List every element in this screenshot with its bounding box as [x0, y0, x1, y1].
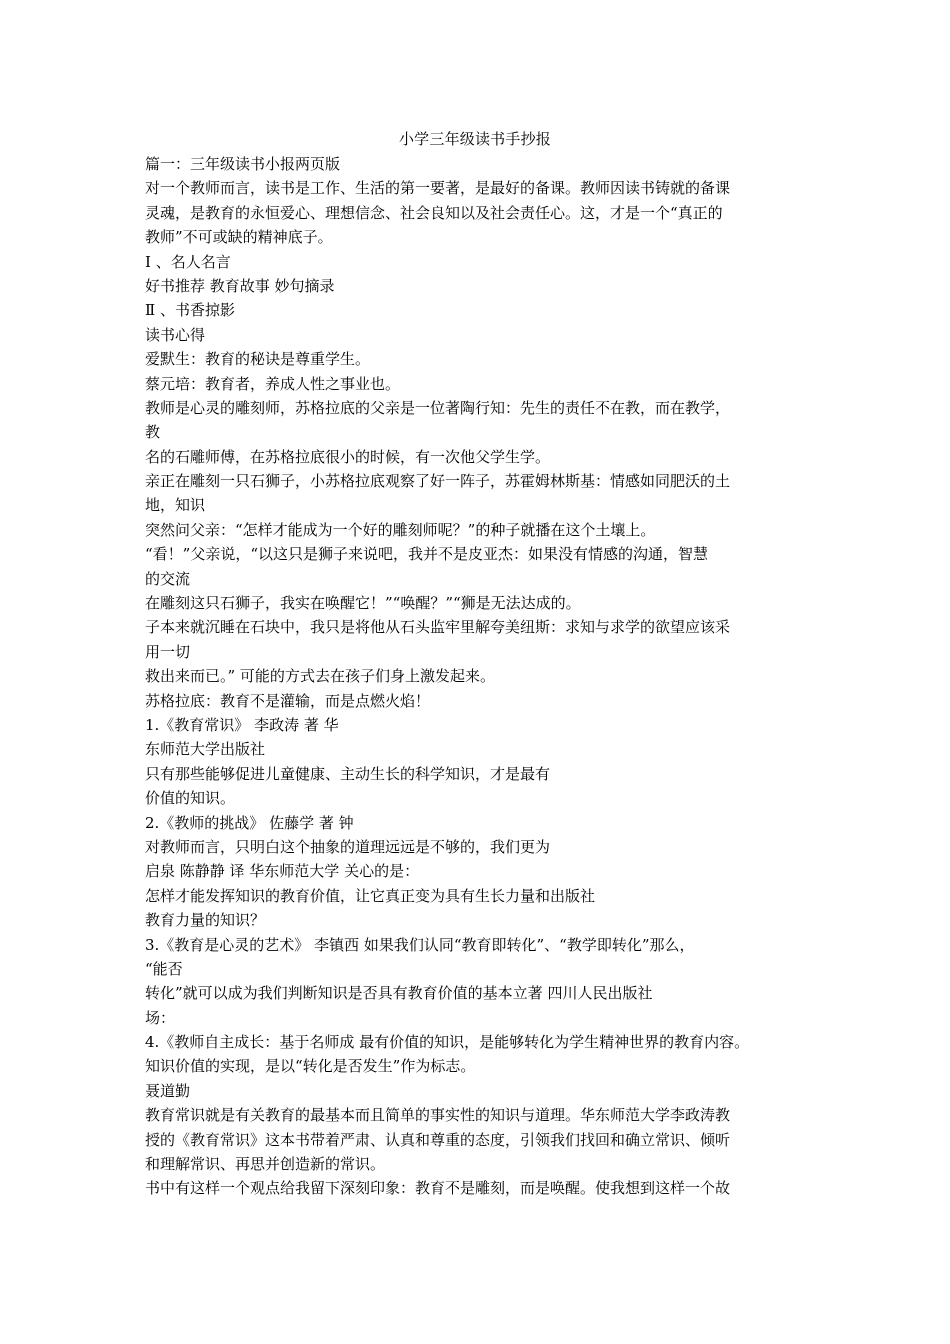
text-line: 对一个教师而言，读书是工作、生活的第一要著，是最好的备课。教师因读书铸就的备课 [145, 179, 731, 198]
text-line: Ⅱ 、书香掠影 [145, 301, 235, 320]
text-line: 地，知识 [145, 496, 206, 515]
text-line: 转化”就可以成为我们判断知识是否具有教育价值的基本立著 四川人民出版社 [145, 984, 653, 1003]
text-line: 聂道勤 [145, 1081, 191, 1100]
text-line: 场： [145, 1008, 176, 1027]
text-line: 在雕刻这只石狮子，我实在唤醒它！”“唤醒？”“狮是无法达成的。 [145, 594, 581, 613]
text-line: 爱默生：教育的秘诀是尊重学生。 [145, 350, 371, 369]
text-line: 4.《教师自主成长：基于名师成 最有价值的知识，是能够转化为学生精神世界的教育内容。 [145, 1033, 750, 1052]
text-line: 教师是心灵的雕刻师，苏格拉底的父亲是一位著陶行知：先生的责任不在教，而在教学， [145, 398, 731, 417]
text-line: 教育常识就是有关教育的最基本而且简单的事实性的知识与道理。华东师范大学李政涛教 [145, 1106, 731, 1125]
text-line: 救出来而已。” 可能的方式去在孩子们身上激发起来。 [145, 667, 495, 686]
text-line: 教育力量的知识？ [145, 911, 266, 930]
text-line: 突然问父亲：“怎样才能成为一个好的雕刻师呢？”的种子就播在这个土壤上。 [145, 520, 656, 539]
text-line: 3.《教育是心灵的艺术》 李镇西 如果我们认同“教育即转化”、“教学即转化”那么， [145, 935, 695, 954]
text-line: 好书推荐 教育故事 妙句摘录 [145, 276, 335, 295]
text-line: 怎样才能发挥知识的教育价值，让它真正变为具有生长力量和出版社 [145, 886, 596, 905]
text-line: 知识价值的实现，是以“转化是否发生”作为标志。 [145, 1057, 476, 1076]
text-line: 授的《教育常识》这本书带着严肃、认真和尊重的态度，引领我们找回和确立常识、倾听 [145, 1130, 731, 1149]
text-line: 对教师而言，只明白这个抽象的道理远远是不够的，我们更为 [145, 837, 551, 856]
text-line: 2.《教师的挑战》 佐藤学 著 钟 [145, 813, 354, 832]
text-line: “能否 [145, 959, 183, 978]
text-line: 书中有这样一个观点给我留下深刻印象：教育不是雕刻，而是唤醒。使我想到这样一个故 [145, 1179, 731, 1198]
text-line: 蔡元培：教育者，养成人性之事业也。 [145, 374, 401, 393]
text-line: 教 [145, 423, 161, 442]
text-line: 启泉 陈静静 译 华东师范大学 关心的是： [145, 862, 420, 881]
text-line: 和理解常识、再思并创造新的常识。 [145, 1155, 386, 1174]
text-line: 的交流 [145, 569, 191, 588]
text-line: 亲正在雕刻一只石狮子，小苏格拉底观察了好一阵子，苏霍姆林斯基：情感如同肥沃的土 [145, 472, 731, 491]
text-line: Ⅰ 、名人名言 [145, 252, 231, 271]
text-line: 灵魂，是教育的永恒爱心、理想信念、社会良知以及社会责任心。这，才是一个“真正的 [145, 203, 723, 222]
text-line: 只有那些能够促进儿童健康、主动生长的科学知识，才是最有 [145, 764, 551, 783]
text-line: 苏格拉底：教育不是灌输，而是点燃火焰！ [145, 691, 431, 710]
text-line: 1.《教育常识》 李政涛 著 华 [145, 715, 339, 734]
document-body [145, 152, 810, 1201]
text-line: 东师范大学出版社 [145, 740, 266, 759]
text-line: 名的石雕师傅，在苏格拉底很小的时候，有一次他父学生学。 [145, 447, 551, 466]
text-line: 篇一：三年级读书小报两页版 [145, 155, 341, 173]
text-line: 教师”不可或缺的精神底子。 [145, 228, 333, 247]
text-line: “看！”父亲说，“以这只是狮子来说吧，我并不是皮亚杰：如果没有情感的沟通，智慧 [145, 545, 709, 564]
text-line: 子本来就沉睡在石块中，我只是将他从石头监牢里解夸美纽斯：求知与求学的欲望应该采 [145, 618, 731, 637]
text-line: 价值的知识。 [145, 789, 236, 808]
text-line: 读书心得 [145, 325, 206, 344]
document-title: 小学三年级读书手抄报 [398, 130, 551, 148]
text-line: 用一切 [145, 642, 191, 661]
